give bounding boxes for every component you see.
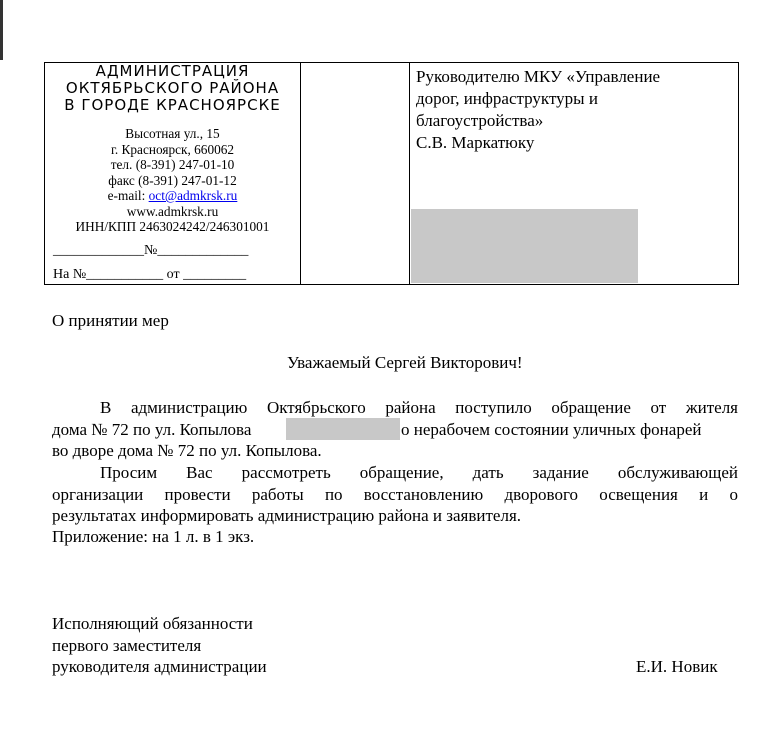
- signatory-line: Исполняющий обязанности: [52, 614, 253, 633]
- email-label: e-mail:: [107, 188, 149, 203]
- org-city: г. Красноярск, 660062: [110, 141, 235, 157]
- email-link[interactable]: oct@admkrsk.ru: [148, 188, 238, 203]
- org-fax: факс (8-391) 247-01-12: [108, 172, 237, 188]
- signatory-block: [52, 613, 267, 678]
- signatory-line: первого заместителя: [52, 635, 202, 655]
- org-name-line: АДМИНИСТРАЦИЯ: [95, 62, 250, 80]
- org-contacts: [45, 126, 300, 235]
- greeting: Уважаемый Сергей Викторович!: [287, 353, 523, 372]
- paragraph-line: организации провести работы по восстановлению дворового освещения и о: [52, 485, 738, 504]
- paragraph-line: Просим Вас рассмотреть обращение, дать задание обслуживающей: [100, 463, 738, 482]
- table-divider: [409, 63, 410, 284]
- addressee-line: благоустройства»: [416, 111, 544, 130]
- subject-line: О принятии мер: [52, 311, 169, 330]
- attachment-note: Приложение: на 1 л. в 1 экз.: [52, 527, 255, 546]
- paragraph-line: дома № 72 по ул. Копылова: [52, 420, 252, 439]
- redacted-area: [286, 418, 400, 440]
- org-inn: ИНН/КПП 2463024242/246301001: [75, 219, 270, 234]
- paragraph-line: во дворе дома № 72 по ул. Копылова.: [52, 441, 322, 460]
- org-phone: тел. (8-391) 247-01-10: [110, 157, 235, 172]
- org-email-row: [45, 188, 300, 204]
- outgoing-number-line: _____________№_____________: [53, 243, 249, 258]
- signatory-name: Е.И. Новик: [636, 657, 718, 676]
- binding-mark: [0, 0, 3, 60]
- table-divider: [300, 63, 301, 284]
- org-name-line: ОКТЯБРЬСКОГО РАЙОНА: [65, 79, 280, 97]
- addressee-line: Руководителю МКУ «Управление: [416, 67, 661, 86]
- org-street: Высотная ул., 15: [125, 126, 220, 141]
- addressee-block: [416, 66, 660, 154]
- org-name: [45, 63, 300, 114]
- paragraph-line: В администрацию Октябрьского района поступило обращение от жителя: [100, 398, 738, 417]
- addressee-name: С.В. Маркатюку: [416, 133, 535, 152]
- paragraph-line: о нерабочем состоянии уличных фонарей: [401, 420, 702, 439]
- redacted-area: [411, 209, 638, 283]
- signatory-line: руководителя администрации: [52, 657, 267, 676]
- addressee-line: дорог, инфраструктуры и: [416, 89, 598, 108]
- org-name-line: В ГОРОДЕ КРАСНОЯРСКЕ: [64, 96, 281, 114]
- letterhead-table: [44, 62, 739, 285]
- paragraph-line: результатах информировать администрацию района и заявителя.: [52, 506, 522, 525]
- reference-number-line: На №___________ от _________: [53, 267, 247, 282]
- org-website: www.admkrsk.ru: [126, 203, 219, 219]
